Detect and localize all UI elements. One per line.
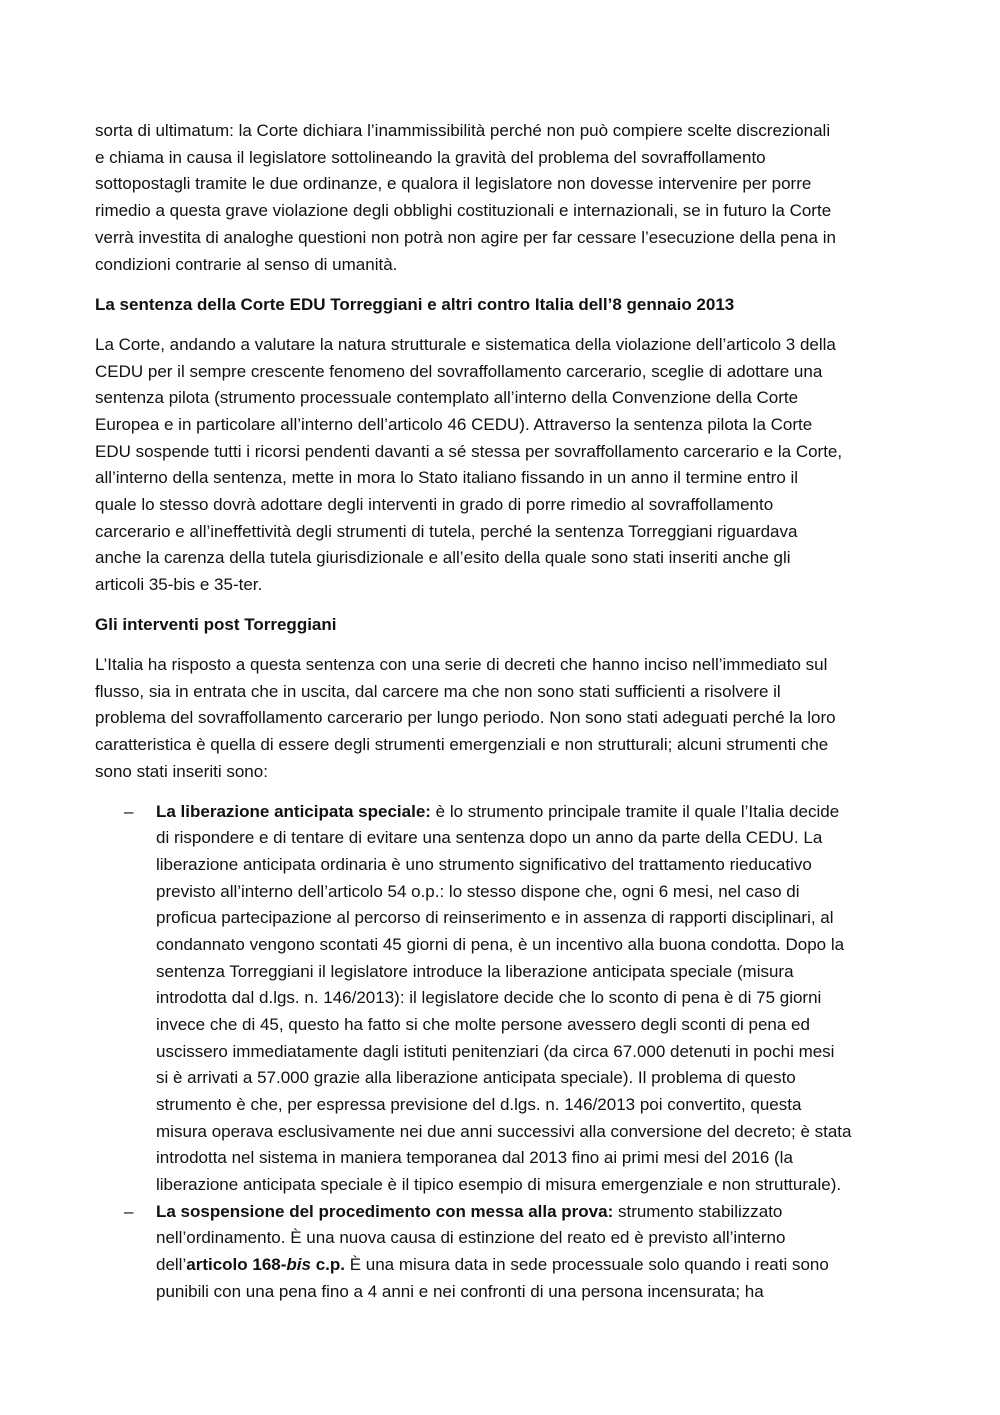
list-item-text: È una misura data in sede processuale solo quando i reati sono xyxy=(344,1255,829,1274)
paragraph-line: Europea e in particolare all’interno dell’articolo 46 CEDU). Attraverso la sentenza pilota la Corte xyxy=(95,415,813,434)
list-item-line: proficua partecipazione al percorso di reinserimento e in assenza di rapporti disciplinari, al xyxy=(156,908,834,927)
paragraph-line: carcerario e all’ineffettività degli strumenti di tutela, perché la sentenza Torreggiani riguardava xyxy=(95,522,798,541)
article-reference-suffix: bis xyxy=(286,1255,311,1274)
paragraph-line: articoli 35-bis e 35-ter. xyxy=(95,575,263,594)
paragraph-line: CEDU per il sempre crescente fenomeno del sovraffollamento carcerario, sceglie di adottare una xyxy=(95,362,823,381)
paragraph-line: L’Italia ha risposto a questa sentenza con una serie di decreti che hanno inciso nell’immediato sul xyxy=(95,655,828,674)
paragraph-line: La Corte, andando a valutare la natura strutturale e sistematica della violazione dell’articolo 3 della xyxy=(95,335,836,354)
paragraph-line: condizioni contrarie al senso di umanità. xyxy=(95,255,398,274)
section-heading: La sentenza della Corte EDU Torreggiani e altri contro Italia dell’8 gennaio 2013 xyxy=(95,295,735,314)
list-item-line: previsto all’interno dell’articolo 54 o.p.: lo stesso dispone che, ogni 6 mesi, nel caso di xyxy=(156,882,800,901)
paragraph-line: e chiama in causa il legislatore sottolineando la gravità del problema del sovraffollamento xyxy=(95,148,766,167)
list-item-text: è lo strumento principale tramite il quale l’Italia decide xyxy=(430,802,840,821)
list-item-first-line xyxy=(156,1202,782,1222)
paragraph-line: verrà investita di analoghe questioni non potrà non agire per far cessare l’esecuzione della pena in xyxy=(95,228,836,247)
paragraph-line: rimedio a questa grave violazione degli obblighi costituzionali e internazionali, se in futuro la Corte xyxy=(95,201,832,220)
list-item-line: uscissero immediatamente dagli istituti penitenziari (da circa 67.000 detenuti in pochi mesi xyxy=(156,1042,835,1061)
paragraph-line: sono stati inseriti sono: xyxy=(95,762,268,781)
paragraph-line: sottopostagli tramite le due ordinanze, e qualora il legislatore non dovesse intervenire per porre xyxy=(95,174,812,193)
paragraph-line: sentenza pilota (strumento processuale contemplato all’interno della Convenzione della Corte xyxy=(95,388,799,407)
paragraph-line: flusso, sia in entrata che in uscita, dal carcere ma che non sono stati sufficienti a risolvere il xyxy=(95,682,781,701)
list-item-text: strumento stabilizzato xyxy=(613,1202,783,1221)
list-item-line: liberazione anticipata speciale è il tipico esempio di misura emergenziale e non strutturale). xyxy=(156,1175,842,1194)
list-item-line: invece che di 45, questo ha fatto si che molte persone avessero degli sconti di pena ed xyxy=(156,1015,810,1034)
list-item-title: La sospensione del procedimento con messa alla prova: xyxy=(156,1202,614,1221)
list-item-title: La liberazione anticipata speciale: xyxy=(156,802,431,821)
list-item-line: misura operava esclusivamente nei due anni successivi alla conversione del decreto; è stata xyxy=(156,1122,852,1141)
list-item-line: strumento è che, per espressa previsione del d.lgs. n. 146/2013 poi convertito, questa xyxy=(156,1095,802,1114)
paragraph-line: problema del sovraffollamento carcerario per lungo periodo. Non sono stati adeguati perché la loro xyxy=(95,708,836,727)
paragraph-line: anche la carenza della tutela giurisdizionale e all’esito della quale sono stati inseriti anche gli xyxy=(95,548,791,567)
list-item-line: condannato vengono scontati 45 giorni di pena, è un incentivo alla buona condotta. Dopo la xyxy=(156,935,845,954)
list-item-line: sentenza Torreggiani il legislatore introduce la liberazione anticipata speciale (misura xyxy=(156,962,794,981)
paragraph-line: all’interno della sentenza, mette in mora lo Stato italiano fissando in un anno il termine entro il xyxy=(95,468,799,487)
section-heading: Gli interventi post Torreggiani xyxy=(95,615,337,634)
paragraph-line: quale lo stesso dovrà adottare degli interventi in grado di porre rimedio al sovraffollamento xyxy=(95,495,774,514)
paragraph-line: caratteristica è quella di essere degli strumenti emergenziali e non strutturali; alcuni strumenti che xyxy=(95,735,829,754)
list-bullet-marker: – xyxy=(124,802,134,821)
list-item-first-line xyxy=(156,802,839,822)
article-reference: articolo 168- xyxy=(186,1255,287,1274)
list-item-line: si è arrivati a 57.000 grazie alla liberazione anticipata speciale). Il problema di questo xyxy=(156,1068,796,1087)
paragraph-line: EDU sospende tutti i ricorsi pendenti davanti a sé stessa per sovraffollamento carcerario e la Corte, xyxy=(95,442,843,461)
list-item-line: introdotta nel sistema in maniera temporanea dal 2013 fino ai primi mesi del 2016 (la xyxy=(156,1148,793,1167)
list-item-line: di rispondere e di tentare di evitare una sentenza dopo un anno da parte della CEDU. La xyxy=(156,828,823,847)
list-item-line: liberazione anticipata ordinaria è uno strumento significativo del trattamento rieducativo xyxy=(156,855,812,874)
list-item-line xyxy=(156,1255,829,1275)
list-item-text: dell’ xyxy=(156,1255,187,1274)
list-item-line: nell’ordinamento. È una nuova causa di estinzione del reato ed è previsto all’interno xyxy=(156,1228,786,1247)
code-reference: c.p. xyxy=(310,1255,345,1274)
list-item-line: punibili con una pena fino a 4 anni e nei confronti di una persona incensurata; ha xyxy=(156,1282,764,1301)
paragraph-line: sorta di ultimatum: la Corte dichiara l’inammissibilità perché non può compiere scelte discrezionali xyxy=(95,121,831,140)
list-bullet-marker: – xyxy=(124,1202,134,1221)
list-item-line: introdotta dal d.lgs. n. 146/2013): il legislatore decide che lo sconto di pena è di 75 giorni xyxy=(156,988,822,1007)
